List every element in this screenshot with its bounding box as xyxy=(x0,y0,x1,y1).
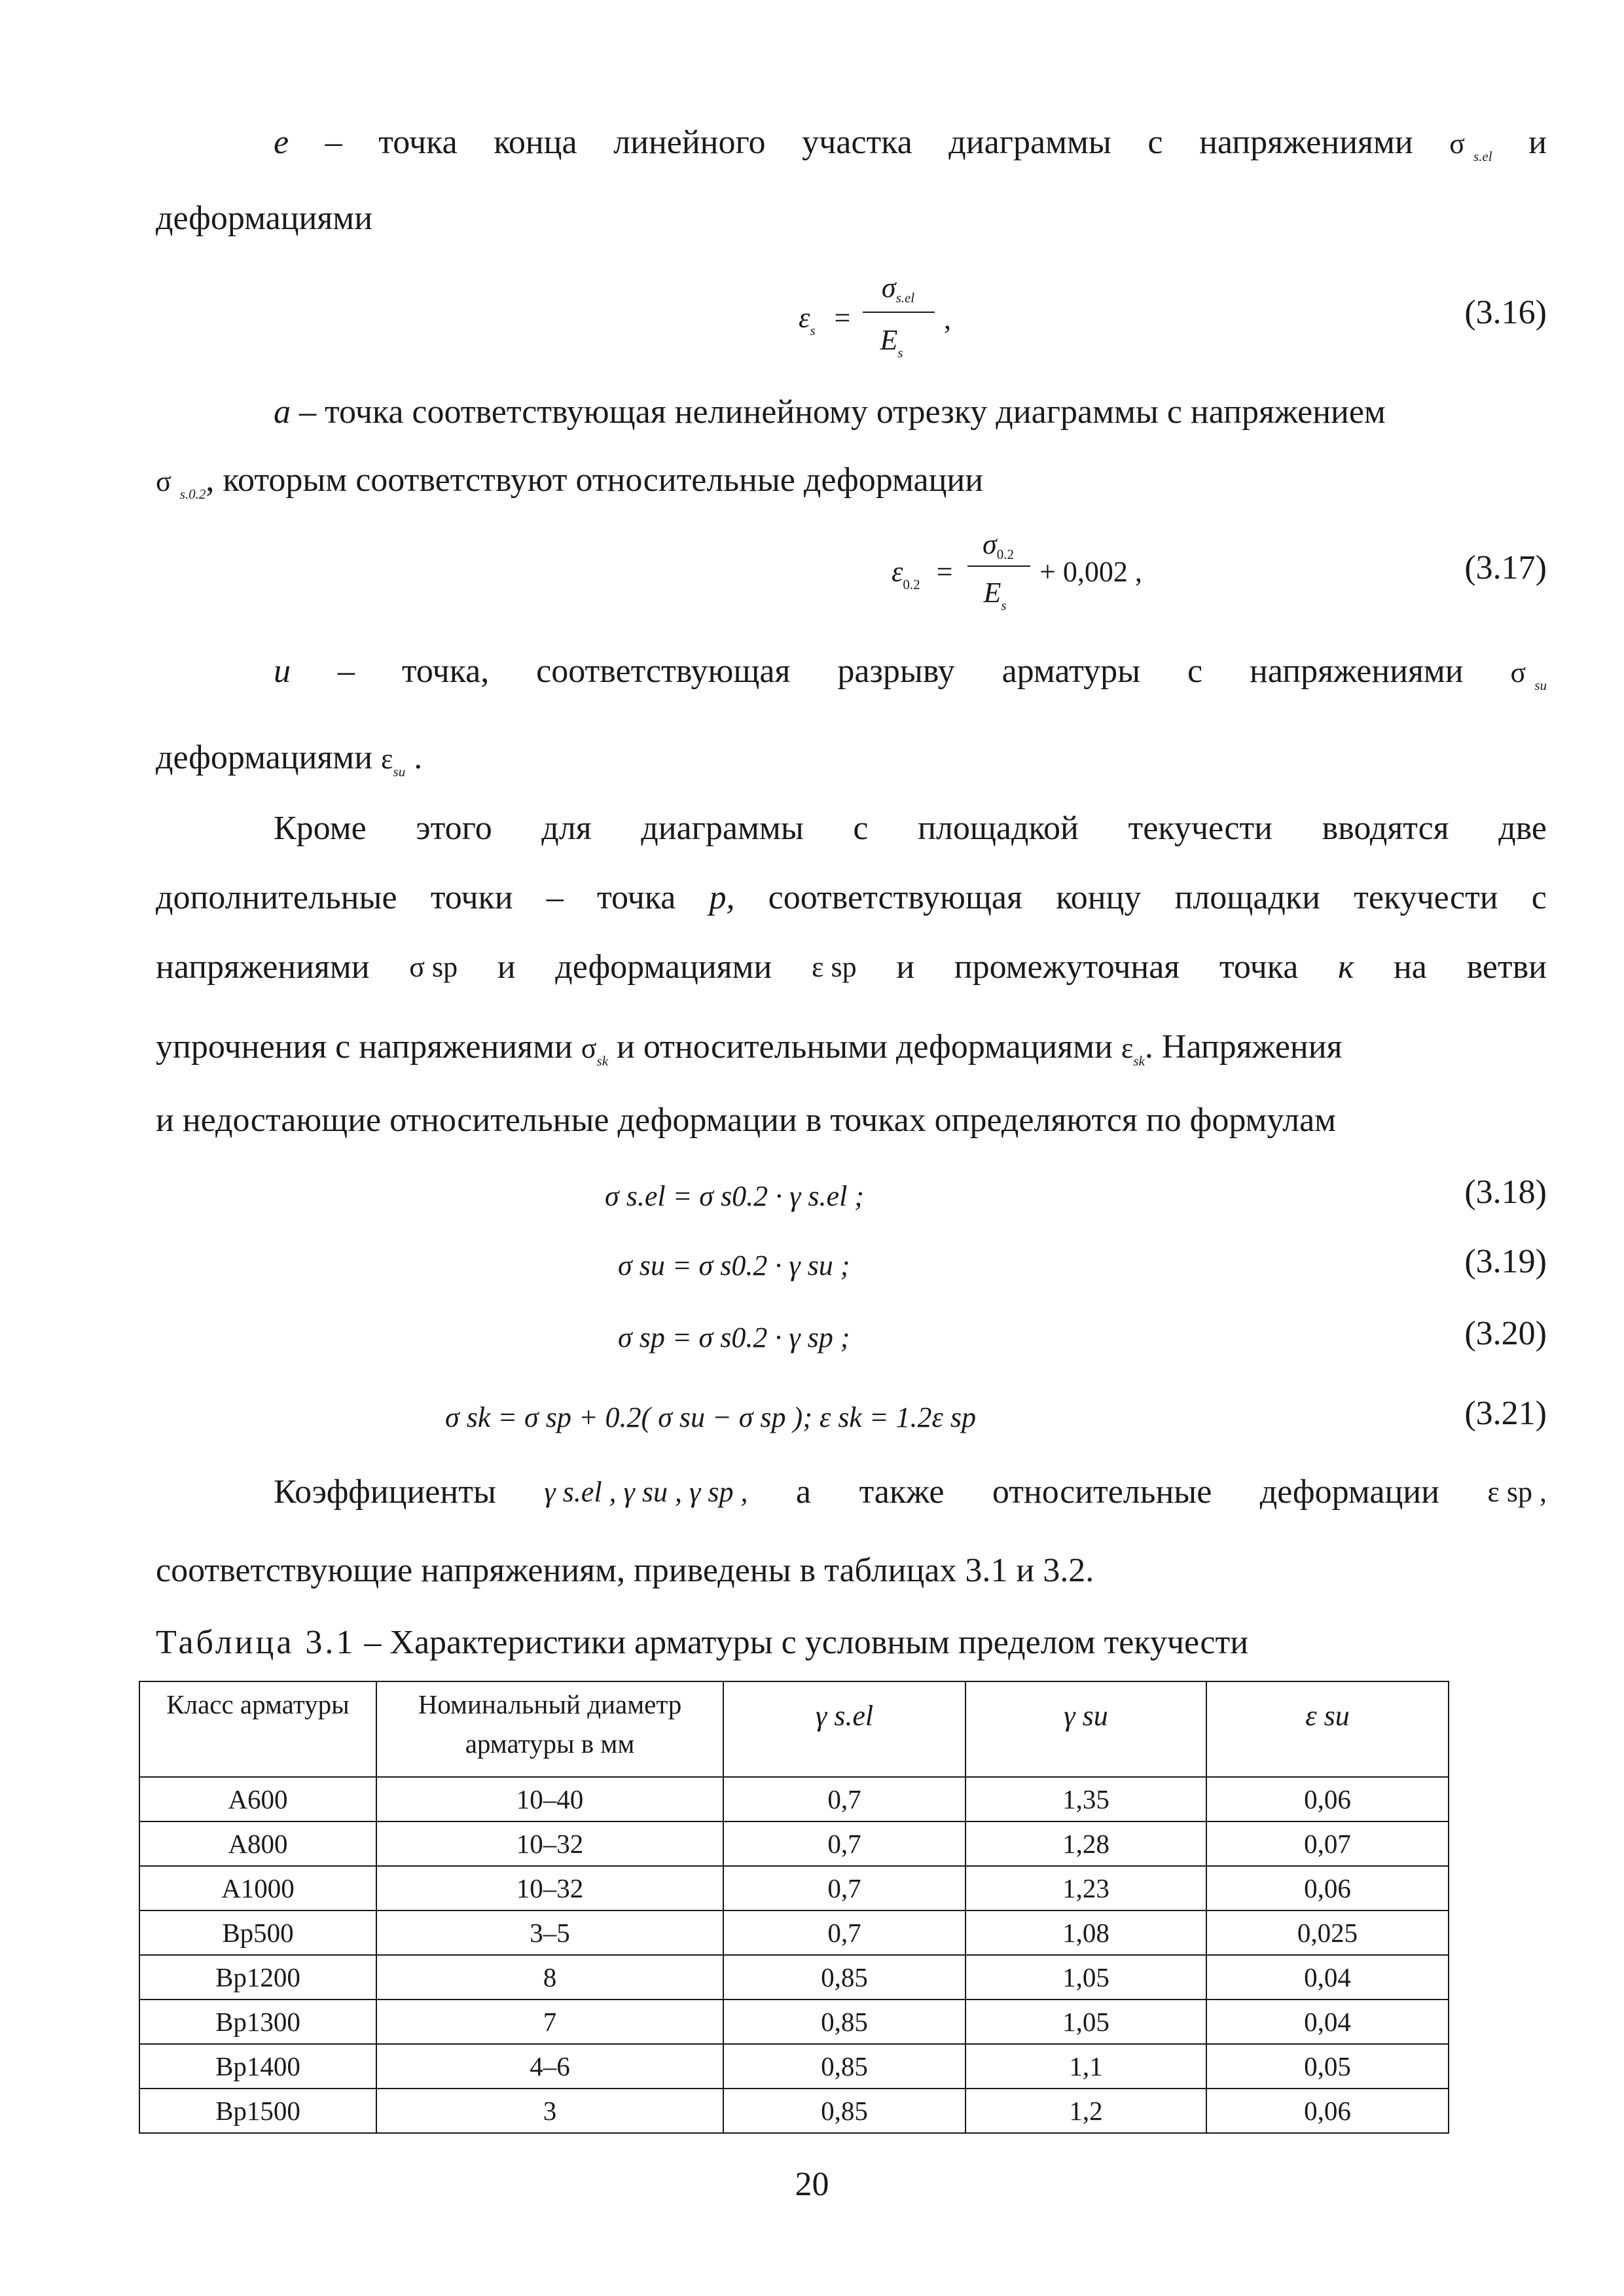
word: – xyxy=(325,124,342,161)
table-caption xyxy=(156,1622,1248,1664)
paragraph-u-line2 xyxy=(156,737,1547,785)
paragraph-extra-line5: и недостающие относительные деформации в точках определяются по формулам xyxy=(156,1102,1337,1139)
table-cell: 4–6 xyxy=(376,2044,723,2089)
eq316-denominator: $E_s$ xyxy=(880,324,903,361)
table-cell: 0,7 xyxy=(723,1821,965,1866)
word: Кроме xyxy=(274,810,367,847)
sigma-sel-inline: σ $_{s.el}$ xyxy=(1449,128,1492,164)
word: – xyxy=(337,653,355,690)
equation-number: (3.21) xyxy=(1464,1395,1547,1432)
table-row xyxy=(139,2044,1449,2089)
equation-number: (3.16) xyxy=(1464,294,1547,331)
table-cell: 0,7 xyxy=(723,1777,965,1821)
paragraph-extra-line4 xyxy=(156,1026,1547,1074)
eq317-lhs: $\varepsilon_{0.2}$ = xyxy=(892,556,953,592)
paragraph-text: деформациями xyxy=(156,739,373,776)
table-cell: 10–32 xyxy=(376,1821,723,1866)
paragraph-a-line2 xyxy=(156,459,1547,507)
eq318-formula: σ s.el = σ s0.2 · γ s.el ; xyxy=(605,1180,864,1212)
word: концу xyxy=(1056,879,1142,916)
word: на xyxy=(1393,948,1427,986)
word: с xyxy=(1147,124,1163,161)
word: этого xyxy=(416,810,492,847)
paragraph-text: и относительными деформациями xyxy=(617,1028,1113,1066)
word: напряжениями xyxy=(156,948,370,986)
table-header-row xyxy=(139,1681,1449,1777)
table-cell: 0,85 xyxy=(723,2000,965,2044)
table-cell: 1,1 xyxy=(965,2044,1206,2089)
paragraph-text: – точка соответствующая нелинейному отрезку диаграммы с напряжением xyxy=(299,393,1386,431)
eq319-formula: σ su = σ s0.2 · γ su ; xyxy=(618,1249,850,1282)
table-3-1 xyxy=(139,1681,1449,2134)
header-diameter: Номинальный диаметр арматуры в мм xyxy=(376,1681,723,1777)
word: и xyxy=(497,948,516,986)
paragraph-u-line1 xyxy=(274,651,1547,698)
paragraph-extra-line2 xyxy=(156,877,1547,919)
paragraph-e-line2: деформациями xyxy=(156,200,373,237)
table-row xyxy=(139,1955,1449,2000)
word: текучести xyxy=(1354,879,1498,916)
word: – xyxy=(546,879,564,916)
eq317-numerator: σ0.2 xyxy=(983,528,1014,562)
table-cell: 1,05 xyxy=(965,1955,1206,2000)
word: точка xyxy=(378,124,458,161)
table-cell: 1,23 xyxy=(965,1866,1206,1910)
table-caption-label: Таблица 3.1 xyxy=(156,1624,356,1661)
table-cell: 1,2 xyxy=(965,2089,1206,2133)
word: и xyxy=(1528,124,1547,161)
eq320-formula: σ sp = σ s0.2 · γ sp ; xyxy=(618,1321,850,1354)
period: . xyxy=(414,739,423,776)
table-cell: 0,04 xyxy=(1206,1955,1449,2000)
table-cell: 0,04 xyxy=(1206,2000,1449,2044)
table-cell: 0,06 xyxy=(1206,2089,1449,2133)
table-cell: 1,05 xyxy=(965,2000,1206,2044)
table-row xyxy=(139,1821,1449,1866)
word: вводятся xyxy=(1322,810,1449,847)
table-cell: 8 xyxy=(376,1955,723,2000)
table-row xyxy=(139,1777,1449,1821)
paragraph-e-line1 xyxy=(274,122,1547,170)
word: диаграммы xyxy=(948,124,1111,161)
word: промежуточная xyxy=(954,948,1180,986)
table-cell: 0,025 xyxy=(1206,1910,1449,1955)
word: площадки xyxy=(1174,879,1320,916)
table-cell: 0,85 xyxy=(723,1955,965,2000)
header-class: Класс арматуры xyxy=(139,1681,376,1777)
paragraph-extra-line3 xyxy=(156,946,1547,988)
table-caption-text: – Характеристики арматуры с условным пределом текучести xyxy=(355,1624,1249,1661)
paragraph-a-line1 xyxy=(274,391,1547,433)
table-cell: 0,7 xyxy=(723,1866,965,1910)
word: относительные xyxy=(992,1473,1212,1511)
eq316-lhs: $\varepsilon_s$ = xyxy=(799,302,851,338)
word: напряжениями xyxy=(1199,124,1413,161)
word: для xyxy=(541,810,592,847)
word: Коэффициенты xyxy=(274,1473,496,1511)
table-cell: 1,28 xyxy=(965,1821,1206,1866)
epsilon-subscript: su xyxy=(393,764,406,780)
table-cell: А1000 xyxy=(139,1866,376,1910)
epsilon-sp-inline: ε sp , xyxy=(1487,1476,1547,1508)
fraction-bar xyxy=(863,312,935,313)
table-cell: Вр1300 xyxy=(139,2000,376,2044)
table-cell: А800 xyxy=(139,1821,376,1866)
table-cell: 0,05 xyxy=(1206,2044,1449,2089)
word: также xyxy=(859,1473,945,1511)
word: деформации xyxy=(1259,1473,1439,1511)
word: текучести xyxy=(1128,810,1272,847)
paragraph-text: . Напряжения xyxy=(1144,1028,1343,1066)
equation-number: (3.18) xyxy=(1464,1174,1547,1211)
sigma-sp-inline: σ sp xyxy=(409,951,458,983)
word: разрыву xyxy=(837,653,955,690)
table-row xyxy=(139,1866,1449,1910)
word: конца xyxy=(494,124,577,161)
word: p, xyxy=(709,879,735,916)
fraction-bar xyxy=(967,565,1030,567)
paragraph-coefficients-line2: соответствующие напряжениям, приведены в таблицах 3.1 и 3.2. xyxy=(156,1552,1094,1589)
header-eps-su: ε su xyxy=(1206,1681,1449,1777)
word: с xyxy=(1187,653,1203,690)
word: дополнительные xyxy=(156,879,397,916)
paragraph-extra-line1 xyxy=(274,808,1547,850)
header-gamma-sel: γ s.el xyxy=(723,1681,965,1777)
equation-number: (3.17) xyxy=(1464,549,1547,586)
point-letter-a: a xyxy=(274,393,291,431)
point-letter-u: u xyxy=(274,653,291,690)
eq317-denominator: $E_s$ xyxy=(983,577,1007,613)
word: точка xyxy=(1219,948,1299,986)
eq316-numerator: σs.el xyxy=(881,272,915,306)
gamma-list: γ s.el , γ su , γ sp , xyxy=(544,1476,748,1508)
paragraph-coefficients-line1 xyxy=(274,1471,1547,1513)
word: соответствующая xyxy=(536,653,791,690)
page-number: 20 xyxy=(795,2166,829,2203)
word: с xyxy=(853,810,869,847)
table-cell: 10–40 xyxy=(376,1777,723,1821)
header-gamma-su: γ su xyxy=(965,1681,1206,1777)
word: к xyxy=(1337,948,1354,986)
word: точка xyxy=(596,879,676,916)
word: площадкой xyxy=(918,810,1079,847)
table-cell: 0,85 xyxy=(723,2044,965,2089)
sigma-symbol: σ xyxy=(581,1032,597,1064)
table-cell: 0,06 xyxy=(1206,1777,1449,1821)
equation-number: (3.20) xyxy=(1464,1315,1547,1352)
word: арматуры xyxy=(1001,653,1141,690)
word: а xyxy=(795,1473,811,1511)
epsilon-symbol: ε xyxy=(381,743,393,775)
epsilon-symbol: ε xyxy=(1121,1032,1134,1064)
sigma-symbol: σ xyxy=(156,465,171,497)
table-cell: 7 xyxy=(376,2000,723,2044)
paragraph-text: , которым соответствуют относительные деформации xyxy=(206,461,984,499)
equation-number: (3.19) xyxy=(1464,1243,1547,1280)
table-cell: Вр1400 xyxy=(139,2044,376,2089)
table-cell: 1,08 xyxy=(965,1910,1206,1955)
word: линейного xyxy=(613,124,766,161)
eq317-tail: + 0,002 , xyxy=(1039,556,1142,588)
word: соответствующая xyxy=(768,879,1022,916)
word: деформациями xyxy=(555,948,772,986)
paragraph-text: упрочнения с напряжениями xyxy=(156,1028,573,1066)
table-cell: 3–5 xyxy=(376,1910,723,1955)
eq316-tail: , xyxy=(944,303,951,335)
eq321-formula: σ sk = σ sp + 0.2( σ su − σ sp ); ε sk = 1.2ε sp xyxy=(445,1401,976,1433)
table-cell: 3 xyxy=(376,2089,723,2133)
table-row xyxy=(139,1910,1449,1955)
epsilon-subscript: sk xyxy=(1133,1053,1145,1069)
word: и xyxy=(896,948,915,986)
table-cell: Вр1500 xyxy=(139,2089,376,2133)
sigma-subscript: sk xyxy=(596,1053,609,1069)
table-cell: 1,35 xyxy=(965,1777,1206,1821)
table-cell: 0,7 xyxy=(723,1910,965,1955)
table-cell: Вр500 xyxy=(139,1910,376,1955)
word: точка, xyxy=(401,653,490,690)
word: напряжениями xyxy=(1250,653,1464,690)
table-cell: А600 xyxy=(139,1777,376,1821)
sigma-subscript: s.0.2 xyxy=(179,486,206,502)
table-cell: Вр1200 xyxy=(139,1955,376,2000)
table-row xyxy=(139,2000,1449,2044)
table-row xyxy=(139,2089,1449,2133)
word: точки xyxy=(430,879,513,916)
epsilon-sp-inline: ε sp xyxy=(812,951,857,983)
table-cell: 0,85 xyxy=(723,2089,965,2133)
word: с xyxy=(1531,879,1547,916)
table-cell: 10–32 xyxy=(376,1866,723,1910)
word: диаграммы xyxy=(641,810,804,847)
word: участка xyxy=(802,124,912,161)
table-cell: 0,06 xyxy=(1206,1866,1449,1910)
word: ветви xyxy=(1466,948,1547,986)
word: две xyxy=(1498,810,1547,847)
table-cell: 0,07 xyxy=(1206,1821,1449,1866)
sigma-su-inline: σ $_{su}$ xyxy=(1510,656,1547,693)
point-letter-e: e xyxy=(274,124,289,161)
